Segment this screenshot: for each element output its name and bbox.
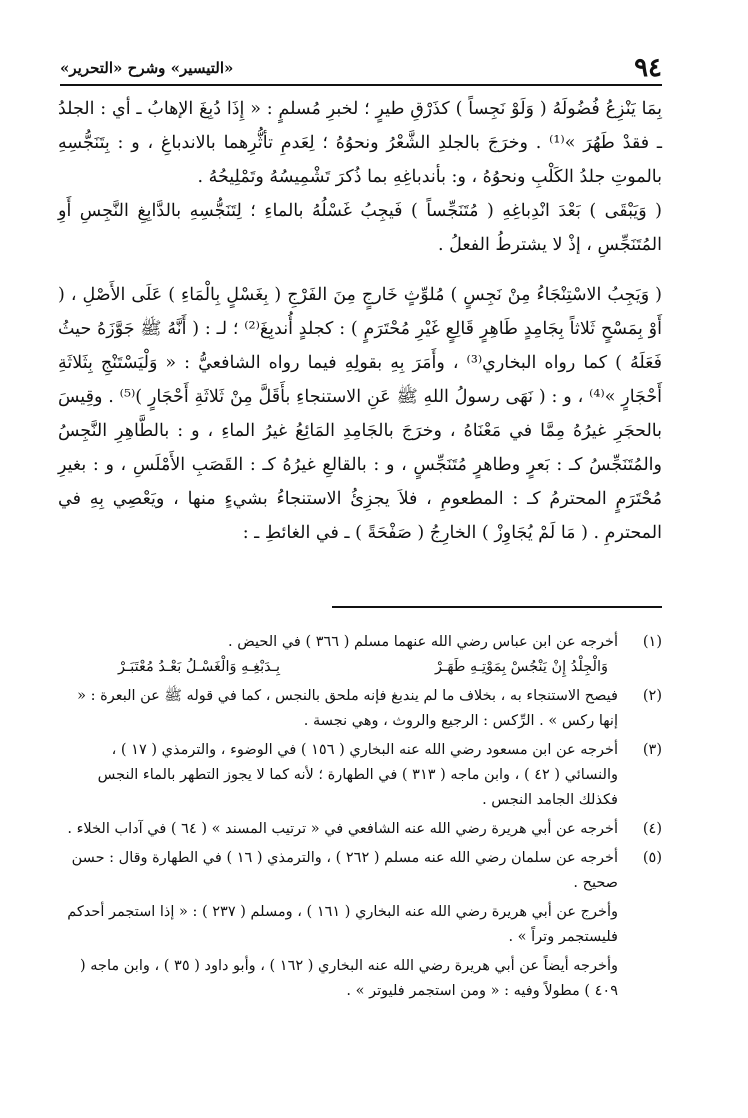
page-header xyxy=(60,52,662,86)
running-title: «التيسير» وشرح «التحرير» xyxy=(60,59,234,77)
footnote-5-continuation: وأخرجه أيضاً عن أبي هريرة رضي الله عنه البخاري ( ١٦٢ ) ، وأبو داود ( ٣٥ ) ، وابن ماجه ( ٤٠٩ ) مطولاً وفيه : « ومن استجمر فليوتر » . xyxy=(79,958,618,999)
verse-first-half: وَالْجِلْدُ إِنْ يَنْجُسْ بِمَوْتِـهِ طَهَـرْ xyxy=(434,659,608,675)
footnote-text: فيصح الاستنجاء به ، بخلاف ما لم يندبغ فإنه ملحق بالنجس ، كما في قوله ﷺ عن البعرة : « إنها ركس » . الرِّكس : الرجيع والروث ، وهي نجسة . xyxy=(77,688,618,729)
footnote-text: أخرجه عن سلمان رضي الله عنه مسلم ( ٢٦٢ ) ، والترمذي ( ١٦ ) في الطهارة وقال : حسن صحيح . xyxy=(71,850,618,891)
verse-line xyxy=(58,655,618,680)
verse-second-half: بِـدَبْغِـهِ وَالْغَسْـلُ بَعْـدُ مُعْتَبَـرْ xyxy=(118,659,281,675)
page-number: ٩٤ xyxy=(634,53,662,83)
paragraph: ( وَيَبْقَى ) بَعْدَ انْدِباغِهِ ( مُتَنَجِّساً ) فَيجِبُ غَسْلُهُ بالماءِ ؛ لِتَنَجُّسِهِ بالدَّابِغِ النَّجِسِ أَوِ المُتَنَجِّسِ ، إذْ لا يشترطُ الفعلُ . xyxy=(58,201,662,255)
footnote-text: أخرجه عن ابن عباس رضي الله عنهما مسلم ( ٣٦٦ ) في الحيض . xyxy=(228,634,618,650)
footnote-number: (٥) xyxy=(642,850,662,866)
footnote-3 xyxy=(58,738,662,813)
footnote-4 xyxy=(58,817,662,842)
footnote-5 xyxy=(58,846,662,896)
footnotes xyxy=(58,630,662,1008)
footnote-number: (٣) xyxy=(642,742,662,758)
footnote-text: أخرجه عن أبي هريرة رضي الله عنه الشافعي في « ترتيب المسند » ( ٦٤ ) في آداب الخلاء . xyxy=(67,821,618,837)
footnote-number: (٤) xyxy=(642,821,662,837)
footnote-divider xyxy=(332,606,662,608)
footnote-2 xyxy=(58,684,662,734)
footnote-number: (١) xyxy=(642,634,662,650)
main-text xyxy=(58,92,662,550)
footnote-text: أخرجه عن ابن مسعود رضي الله عنه البخاري ( ١٥٦ ) في الوضوء ، والترمذي ( ١٧ ) ، والنسائي ( ٤٢ ) ، وابن ماجه ( ٣١٣ ) في الطهارة ؛ لأنه كما لا يجوز التطهر بالماء النجس فكذلك الجامد النجس . xyxy=(97,742,618,808)
footnote-1 xyxy=(58,630,662,680)
footnote-number: (٢) xyxy=(642,688,662,704)
paragraph: بِمَا يَنْزِعُ فُضُولَهُ ( وَلَوْ نَجِساً ) كذَرْقِ طيرٍ ؛ لخبرِ مُسلمٍ : « إِذَا دُبِغَ الإهابُ ـ أي : الجلدُ ـ فقدْ طَهُرَ »⁽¹⁾ . وخرَجَ بالجلدِ الشَّعْرُ ونحوُهُ ؛ لِعَدمِ تأثُّرِهما بالاندباغِ ، و : بِتَنَجُّسِهِ بالموتِ جلدُ الكَلْبِ ونحوُهُ ، و: بأندباغِهِ بما ذُكرَ تَشْمِيسُهُ وتَمْلِيحُهُ . xyxy=(58,99,662,187)
footnote-5-continuation: وأخرج عن أبي هريرة رضي الله عنه البخاري ( ١٦١ ) ، ومسلم ( ٢٣٧ ) : « إذا استجمر أحدكم فليستجمر وتراً » . xyxy=(67,904,618,945)
paragraph: ( وَيَجِبُ الاسْتِنْجَاءُ مِنْ نَجِسٍ ) مُلوِّثٍ خَارجٍ مِنَ الفَرْجِ ( بِغَسْلٍ بِالْمَاءِ ) عَلَى الأَصْلِ ، ( أَوْ بِمَسْحٍ ثَلاثاً بِجَامِدٍ طَاهِرٍ قَالِعٍ غَيْرِ مُحْتَرَمٍ ) : كجلدٍ أُندبِغَ⁽²⁾ ؛ لـ : ( أَنَّهُ ﷺ جَوَّزَهُ حيثُ فَعَلَهُ ) كما رواه البخاري⁽³⁾ ، وأَمَرَ بِهِ بقولِهِ فيما رواه الشافعيُّ : « وَلْيَسْتَنْجِ بِثَلاثَةِ أَحْجَارٍ »⁽⁴⁾ ، و : ( نَهَى رسولُ اللهِ ﷺ عَنِ الاستنجاءِ بأَقَلَّ مِنْ ثَلاثَةِ أَحْجَارٍ )⁽⁵⁾ . وقِيسَ بالحجَرِ غيرُهُ مِمَّا في مَعْنَاهُ ، وخرَجَ بالجَامِدِ المَائِعُ غيرُ الماءِ ، و : بالطَّاهِرِ النَّجِسُ والمُتَنَجِّسُ كـ : بَعرٍ وطاهرٍ مُتَنَجِّسٍ ، و : بالقالعِ غيرُهُ كـ : القَصَبِ الأَمْلَسِ ، و : بغيرِ مُحْتَرَمٍ المحترمُ كـ : المطعومِ ، فلاَ يجزِئُ الاستنجاءُ بشيءٍ منها ، ويَعْصِي بِهِ في المحترمِ . ( مَا لَمْ يُجَاوِزْ ) الخارِجُ ( صَفْحَةً ) ـ في الغائطِ ـ : xyxy=(58,285,663,543)
